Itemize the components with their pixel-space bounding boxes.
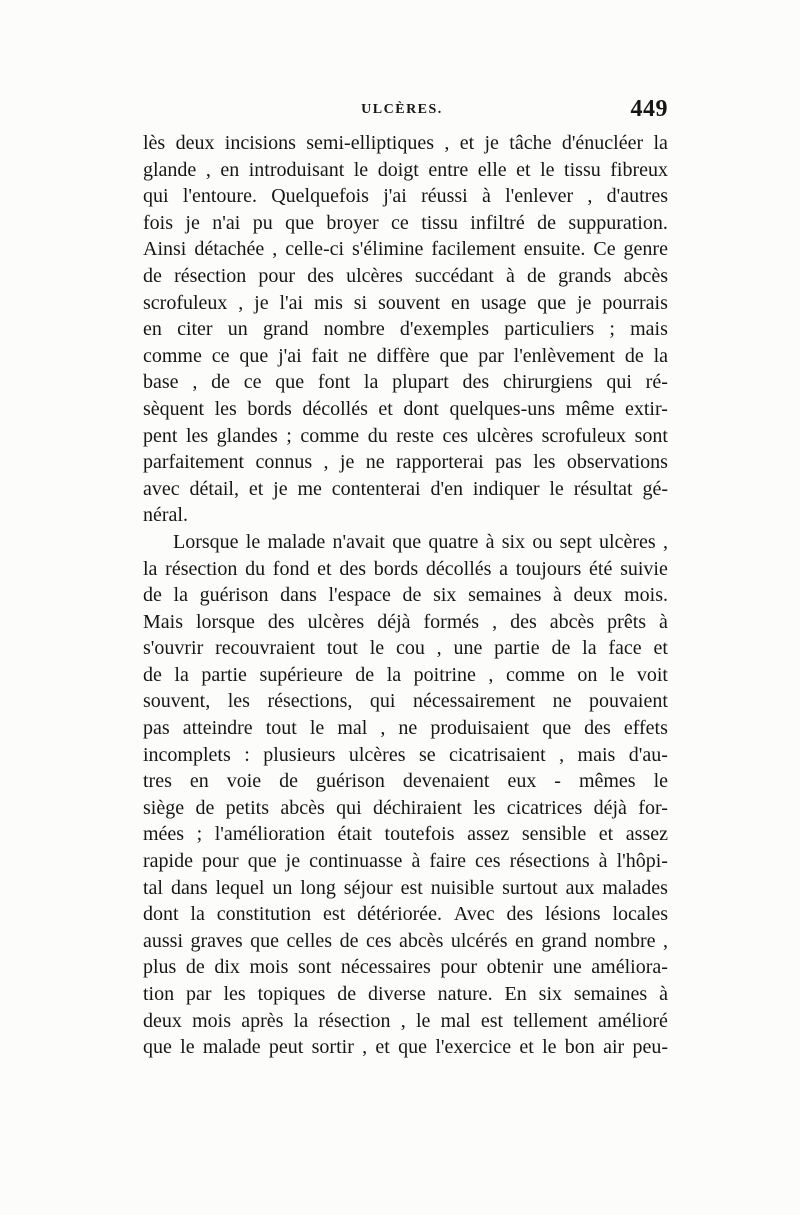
- text-line: sèquent les bords décollés et dont quelques-uns même extir-: [143, 397, 668, 420]
- running-head: [136, 98, 668, 128]
- text-line: de résection pour des ulcères succédant à de grands abcès: [143, 264, 668, 287]
- text-line: Ainsi détachée , celle-ci s'élimine facilement ensuite. Ce genre: [143, 238, 668, 261]
- text-line: de la guérison dans l'espace de six semaines à deux mois.: [143, 584, 668, 607]
- text-line: aussi graves que celles de ces abcès ulcérés en grand nombre ,: [143, 929, 668, 952]
- text-line: siège de petits abcès qui déchiraient les cicatrices déjà for-: [143, 796, 668, 819]
- text-line: la résection du fond et des bords décollés a toujours été suivie: [143, 557, 668, 580]
- page-number: 449: [630, 96, 668, 122]
- text-line: tal dans lequel un long séjour est nuisible surtout aux malades: [143, 876, 668, 899]
- text-line: pas atteindre tout le mal , ne produisaient que des effets: [143, 717, 668, 740]
- text-line: de la partie supérieure de la poitrine , comme on le voit: [143, 663, 668, 686]
- text-line: lès deux incisions semi-elliptiques , et je tâche d'énucléer la: [143, 132, 668, 154]
- text-line: dont la constitution est détériorée. Avec des lésions locales: [143, 903, 668, 926]
- text-line: avec détail, et je me contenterai d'en indiquer le résultat gé-: [143, 477, 668, 500]
- text-line: souvent, les résections, qui nécessairement ne pouvaient: [143, 690, 668, 713]
- text-line: néral.: [143, 504, 188, 527]
- text-line: en citer un grand nombre d'exemples particuliers ; mais: [143, 318, 668, 341]
- text-line: Mais lorsque des ulcères déjà formés , des abcès prêts à: [143, 610, 668, 633]
- text-line: Lorsque le malade n'avait que quatre à six ou sept ulcères ,: [173, 530, 668, 553]
- text-line: s'ouvrir recouvraient tout le cou , une partie de la face et: [143, 637, 668, 660]
- text-line: comme ce que j'ai fait ne diffère que par l'enlèvement de la: [143, 344, 668, 367]
- text-line: scrofuleux , je l'ai mis si souvent en usage que je pourrais: [143, 291, 668, 314]
- text-line: glande , en introduisant le doigt entre elle et le tissu fibreux: [143, 158, 668, 181]
- text-line: incomplets : plusieurs ulcères se cicatrisaient , mais d'au-: [143, 743, 668, 766]
- text-line: pent les glandes ; comme du reste ces ulcères scrofuleux sont: [143, 424, 668, 447]
- text-line: deux mois après la résection , le mal est tellement amélioré: [143, 1009, 668, 1032]
- text-line: fois je n'ai pu que broyer ce tissu infiltré de suppuration.: [143, 211, 668, 234]
- running-title: ULCÈRES.: [361, 102, 443, 117]
- text-line: tres en voie de guérison devenaient eux - mêmes le: [143, 770, 668, 793]
- text-line: tion par les topiques de diverse nature. En six semaines à: [143, 983, 668, 1005]
- text-line: que le malade peut sortir , et que l'exercice et le bon air peu-: [143, 1036, 668, 1059]
- text-line: qui l'entoure. Quelquefois j'ai réussi à l'enlever , d'autres: [143, 185, 668, 208]
- text-line: mées ; l'amélioration était toutefois assez sensible et assez: [143, 823, 668, 846]
- text-line: plus de dix mois sont nécessaires pour obtenir une améliora-: [143, 956, 668, 979]
- text-line: rapide pour que je continuasse à faire ces résections à l'hôpi-: [143, 850, 668, 873]
- body-text: [143, 130, 668, 1061]
- text-line: base , de ce que font la plupart des chirurgiens qui ré-: [143, 371, 668, 394]
- text-line: parfaitement connus , je ne rapporterai pas les observations: [143, 451, 668, 474]
